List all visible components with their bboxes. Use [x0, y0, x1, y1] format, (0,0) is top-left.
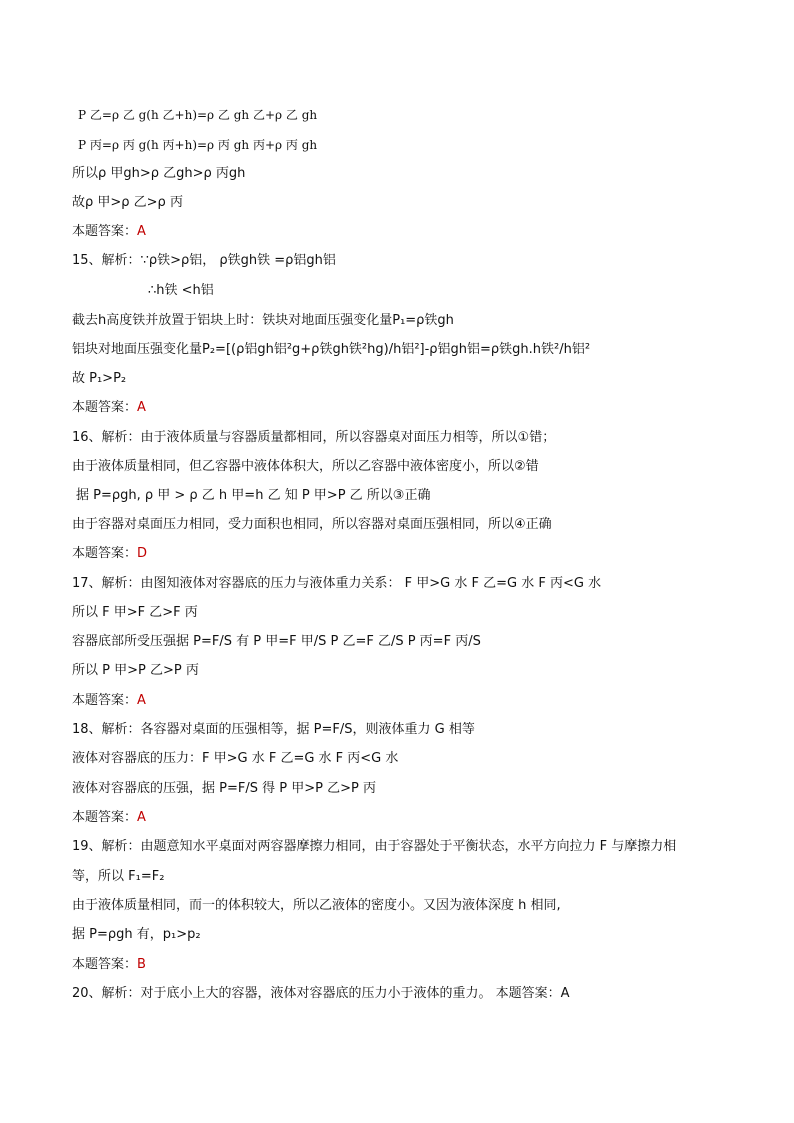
text-line: 由于液体质量相同，而一的体积较大，所以乙液体的密度小。又因为液体深度 h 相同, — [72, 898, 561, 913]
q20-heading: 20、解析：对于底小上大的容器，液体对容器底的压力小于液体的重力。 本题答案：A — [72, 986, 570, 1001]
q16-heading: 16、解析：由于液体质量与容器质量都相同，所以容器桌对面压力相等，所以①错； — [72, 430, 556, 445]
answer-value: A — [137, 400, 146, 415]
text-line: 据 P=ρgh, ρ 甲 > ρ 乙 h 甲=h 乙 知 P 甲>P 乙 所以③正确 — [76, 488, 431, 503]
answer-line-16: 本题答案：D — [72, 546, 148, 561]
answer-value: A — [137, 810, 146, 825]
text-line: 容器底部所受压强据 P=F/S 有 P 甲=F 甲/S P 乙=F 乙/S P 丙=F 丙/S — [72, 634, 481, 649]
text-line: 故 P₁>P₂ — [72, 371, 127, 386]
text-line: 液体对容器底的压力：F 甲>G 水 F 乙=G 水 F 丙<G 水 — [72, 751, 399, 766]
text-line: ∴h铁 <h铝 — [148, 283, 214, 298]
text-line: 由于液体质量相同，但乙容器中液体体积大，所以乙容器中液体密度小，所以②错 — [72, 459, 539, 474]
answer-line-18: 本题答案：A — [72, 810, 146, 825]
text-line: 液体对容器底的压强，据 P=F/S 得 P 甲>P 乙>P 丙 — [72, 781, 376, 796]
answer-line-17: 本题答案：A — [72, 693, 146, 708]
answer-value: D — [137, 546, 148, 561]
answer-value: B — [137, 957, 146, 972]
answer-value: A — [137, 693, 146, 708]
text-line: 故ρ 甲>ρ 乙>ρ 丙 — [72, 195, 183, 210]
text-line: 据 P=ρgh 有，p₁>p₂ — [72, 927, 201, 942]
text-line: 等，所以 F₁=F₂ — [72, 869, 165, 884]
q17-heading: 17、解析：由图知液体对容器底的压力与液体重力关系： F 甲>G 水 F 乙=G 水 F 丙<G 水 — [72, 576, 602, 591]
answer-line-15: 本题答案：A — [72, 400, 146, 415]
q19-heading: 19、解析：由题意知水平桌面对两容器摩擦力相同，由于容器处于平衡状态，水平方向拉力 F 与摩擦力相 — [72, 839, 677, 854]
q15-heading: 15、解析：∵ρ铁>ρ铝， ρ铁gh铁 =ρ铝gh铝 — [72, 253, 336, 268]
formula-p-yi: P 乙=ρ 乙 g(h 乙+h)=ρ 乙 gh 乙+ρ 乙 gh — [78, 108, 318, 122]
text-line: 所以 F 甲>F 乙>F 丙 — [72, 605, 198, 620]
answer-line-19: 本题答案：B — [72, 957, 146, 972]
text-line: 所以ρ 甲gh>ρ 乙gh>ρ 丙gh — [72, 166, 246, 181]
q18-heading: 18、解析：各容器对桌面的压强相等，据 P=F/S，则液体重力 G 相等 — [72, 722, 475, 737]
answer-line-14: 本题答案：A — [72, 224, 146, 239]
text-line: 所以 P 甲>P 乙>P 丙 — [72, 663, 199, 678]
text-line: 由于容器对桌面压力相同，受力面积也相同，所以容器对桌面压强相同，所以④正确 — [72, 517, 552, 532]
text-line: 截去h高度铁并放置于铝块上时：铁块对地面压强变化量P₁=ρ铁gh — [72, 313, 454, 328]
text-line: 铝块对地面压强变化量P₂=[(ρ铝gh铝²g+ρ铁gh铁²hg)/h铝²]-ρ铝gh铝=ρ铁gh.h铁²/h铝² — [72, 342, 591, 357]
formula-p-bing: P 丙=ρ 丙 g(h 丙+h)=ρ 丙 gh 丙+ρ 丙 gh — [78, 138, 318, 152]
answer-value: A — [137, 224, 146, 239]
